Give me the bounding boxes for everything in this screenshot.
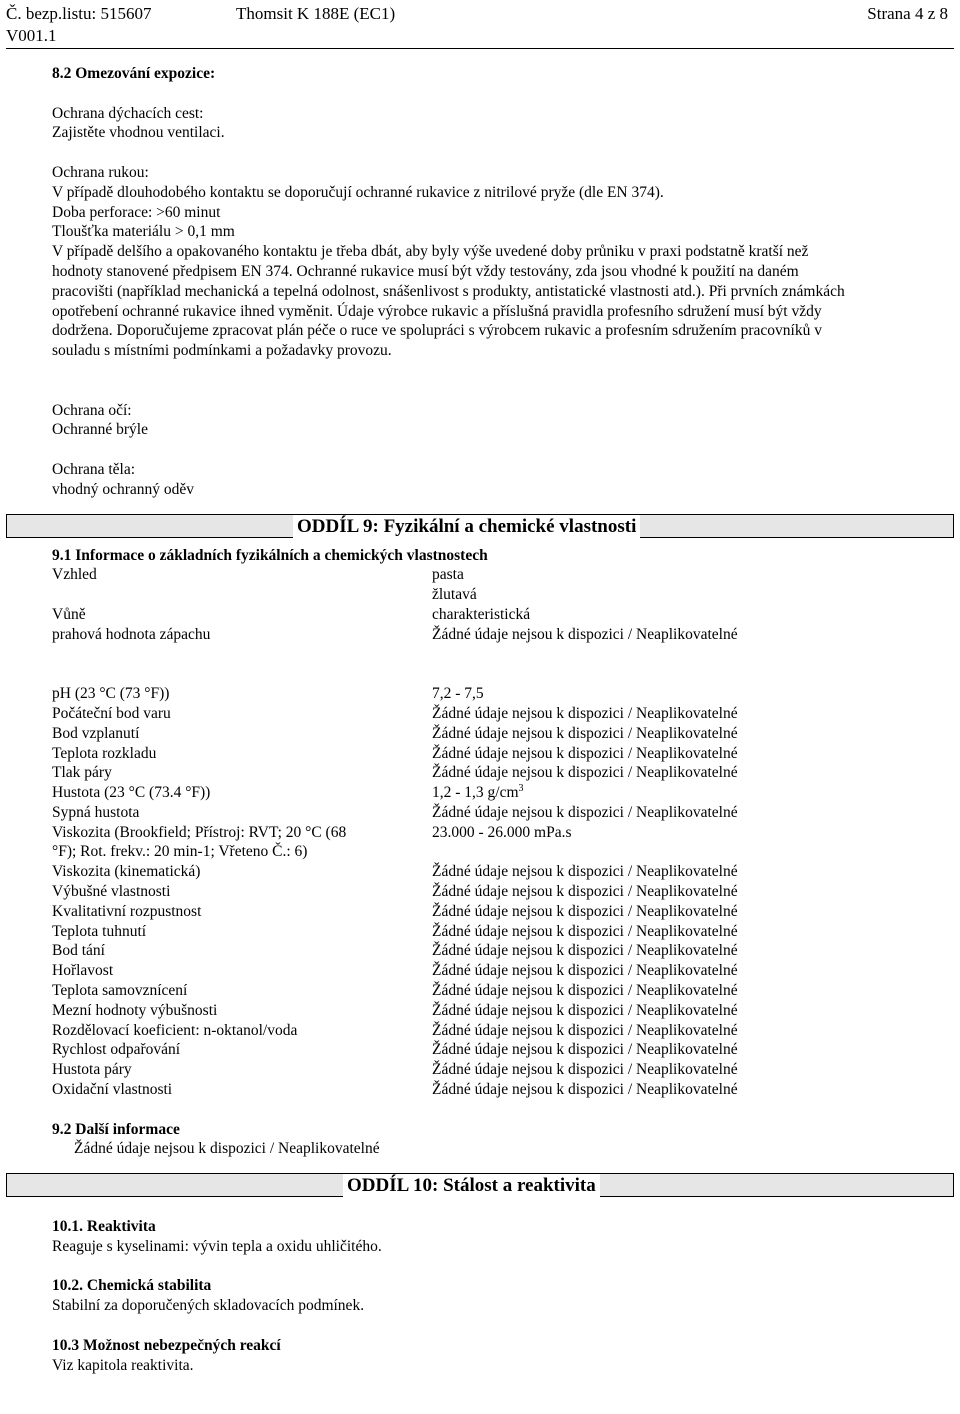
hand-line: opotřebení ochranné rukavice ihned vyměnit. Údaje výrobce rukavic a příslušná pravidla profesního sdružení musí být vždy: [52, 302, 822, 320]
hand-line: Tloušťka materiálu > 0,1 mm: [52, 223, 235, 241]
property-row: Mezní hodnoty výbušnosti Žádné údaje nejsou k dispozici / Neaplikovatelné: [52, 1001, 738, 1019]
section-10-2-text: Stabilní za doporučených skladovacích podmínek.: [52, 1297, 365, 1315]
hand-line: V případě delšího a opakovaného kontaktu je třeba dbát, aby byly výše uvedené doby průniku v praxi podstatně kratší než: [52, 243, 809, 261]
property-row: Oxidační vlastnosti Žádné údaje nejsou k dispozici / Neaplikovatelné: [52, 1081, 738, 1099]
property-row: Tlak páry Žádné údaje nejsou k dispozici / Neaplikovatelné: [52, 764, 738, 782]
hand-line: pracovišti (například mechanická a tepelná odolnost, snášenlivost s produkty, antistatické vlastnosti atd.). Při prvních známkách: [52, 282, 845, 300]
eye-text: Ochranné brýle: [52, 421, 148, 439]
property-row: Viskozita (kinematická) Žádné údaje nejsou k dispozici / Neaplikovatelné: [52, 863, 738, 881]
section-9-1-title: 9.1 Informace o základních fyzikálních a chemických vlastnostech: [52, 546, 488, 564]
section-10-heading: ODDÍL 10: Stálost a reaktivita: [343, 1174, 600, 1198]
section-10-1-title: 10.1. Reaktivita: [52, 1218, 156, 1236]
respiratory-label: Ochrana dýchacích cest:: [52, 104, 204, 122]
section-9-2-text: Žádné údaje nejsou k dispozici / Neaplikovatelné: [74, 1140, 380, 1158]
property-row: Viskozita (Brookfield; Přístroj: RVT; 20 °C (68 °F); Rot. frekv.: 20 min-1; Vřeteno Č.: 6) 23.000 - 26.000 mPa.s: [52, 823, 572, 861]
sheet-number: Č. bezp.listu: 515607: [6, 4, 152, 23]
property-row: Sypná hustota Žádné údaje nejsou k dispozici / Neaplikovatelné: [52, 803, 738, 821]
page-number: Strana 4 z 8: [867, 4, 948, 23]
property-row: Rychlost odpařování Žádné údaje nejsou k dispozici / Neaplikovatelné: [52, 1041, 738, 1059]
property-row: Bod vzplanutí Žádné údaje nejsou k dispozici / Neaplikovatelné: [52, 724, 738, 742]
section-10-3-title: 10.3 Možnost nebezpečných reakcí: [52, 1336, 281, 1354]
eye-label: Ochrana očí:: [52, 401, 132, 419]
property-row: Hořlavost Žádné údaje nejsou k dispozici / Neaplikovatelné: [52, 962, 738, 980]
document-body: [52, 64, 912, 1375]
property-row: Teplota rozkladu Žádné údaje nejsou k dispozici / Neaplikovatelné: [52, 744, 738, 762]
section-9-2-title: 9.2 Další informace: [52, 1120, 180, 1138]
hand-line: V případě dlouhodobého kontaktu se doporučují ochranné rukavice z nitrilové pryže (dle EN 374).: [52, 183, 664, 201]
version: V001.1: [6, 26, 57, 45]
section-8-2-title: 8.2 Omezování expozice:: [52, 65, 216, 82]
property-row: Vůně charakteristická: [52, 605, 531, 623]
hand-line: dodržena. Doporučujeme zpracovat plán péče o ruce ve spolupráci s výrobcem rukavic a profesním sdružením pracovníků v: [52, 322, 822, 340]
property-row: Vzhled pasta: [52, 566, 464, 584]
property-row: Teplota tuhnutí Žádné údaje nejsou k dispozici / Neaplikovatelné: [52, 922, 738, 940]
hand-line: souladu s místními podmínkami a požadavky provozu.: [52, 342, 392, 360]
hand-label: Ochrana rukou:: [52, 163, 149, 181]
property-row: Hustota páry Žádné údaje nejsou k dispozici / Neaplikovatelné: [52, 1061, 738, 1079]
property-row: Výbušné vlastnosti Žádné údaje nejsou k dispozici / Neaplikovatelné: [52, 883, 738, 901]
section-9-heading-bar: [6, 514, 954, 538]
property-row: Bod tání Žádné údaje nejsou k dispozici / Neaplikovatelné: [52, 942, 738, 960]
hand-line: hodnoty stanovené předpisem EN 374. Ochranné rukavice musí být vždy testovány, zda jsou vhodné k použití na daném: [52, 262, 799, 280]
property-row: Teplota samovznícení Žádné údaje nejsou k dispozici / Neaplikovatelné: [52, 982, 738, 1000]
page-header: [6, 4, 954, 49]
property-row: žlutavá: [432, 586, 477, 604]
property-row: Rozdělovací koeficient: n-oktanol/voda Žádné údaje nejsou k dispozici / Neaplikovatelné: [52, 1021, 738, 1039]
respiratory-text: Zajistěte vhodnou ventilaci.: [52, 124, 225, 142]
section-10-2-title: 10.2. Chemická stabilita: [52, 1277, 212, 1295]
section-10-heading-bar: [6, 1173, 954, 1197]
section-10-3-text: Viz kapitola reaktivita.: [52, 1356, 194, 1374]
property-row: pH (23 °C (73 °F)) 7,2 - 7,5: [52, 685, 484, 703]
property-row: Kvalitativní rozpustnost Žádné údaje nejsou k dispozici / Neaplikovatelné: [52, 902, 738, 920]
section-9-heading: ODDÍL 9: Fyzikální a chemické vlastnosti: [293, 515, 640, 539]
property-row: Počáteční bod varu Žádné údaje nejsou k dispozici / Neaplikovatelné: [52, 704, 738, 722]
hand-line: Doba perforace: >60 minut: [52, 203, 221, 221]
body-label: Ochrana těla:: [52, 460, 136, 478]
property-row: Hustota (23 °C (73.4 °F)) 1,2 - 1,3 $g/cm^3$: [52, 783, 524, 802]
product-name: Thomsit K 188E (EC1): [236, 4, 396, 23]
section-10-1-text: Reaguje s kyselinami: vývin tepla a oxidu uhličitého.: [52, 1237, 382, 1255]
body-text: vhodný ochranný oděv: [52, 480, 195, 498]
property-row: prahová hodnota zápachu Žádné údaje nejsou k dispozici / Neaplikovatelné: [52, 625, 738, 643]
